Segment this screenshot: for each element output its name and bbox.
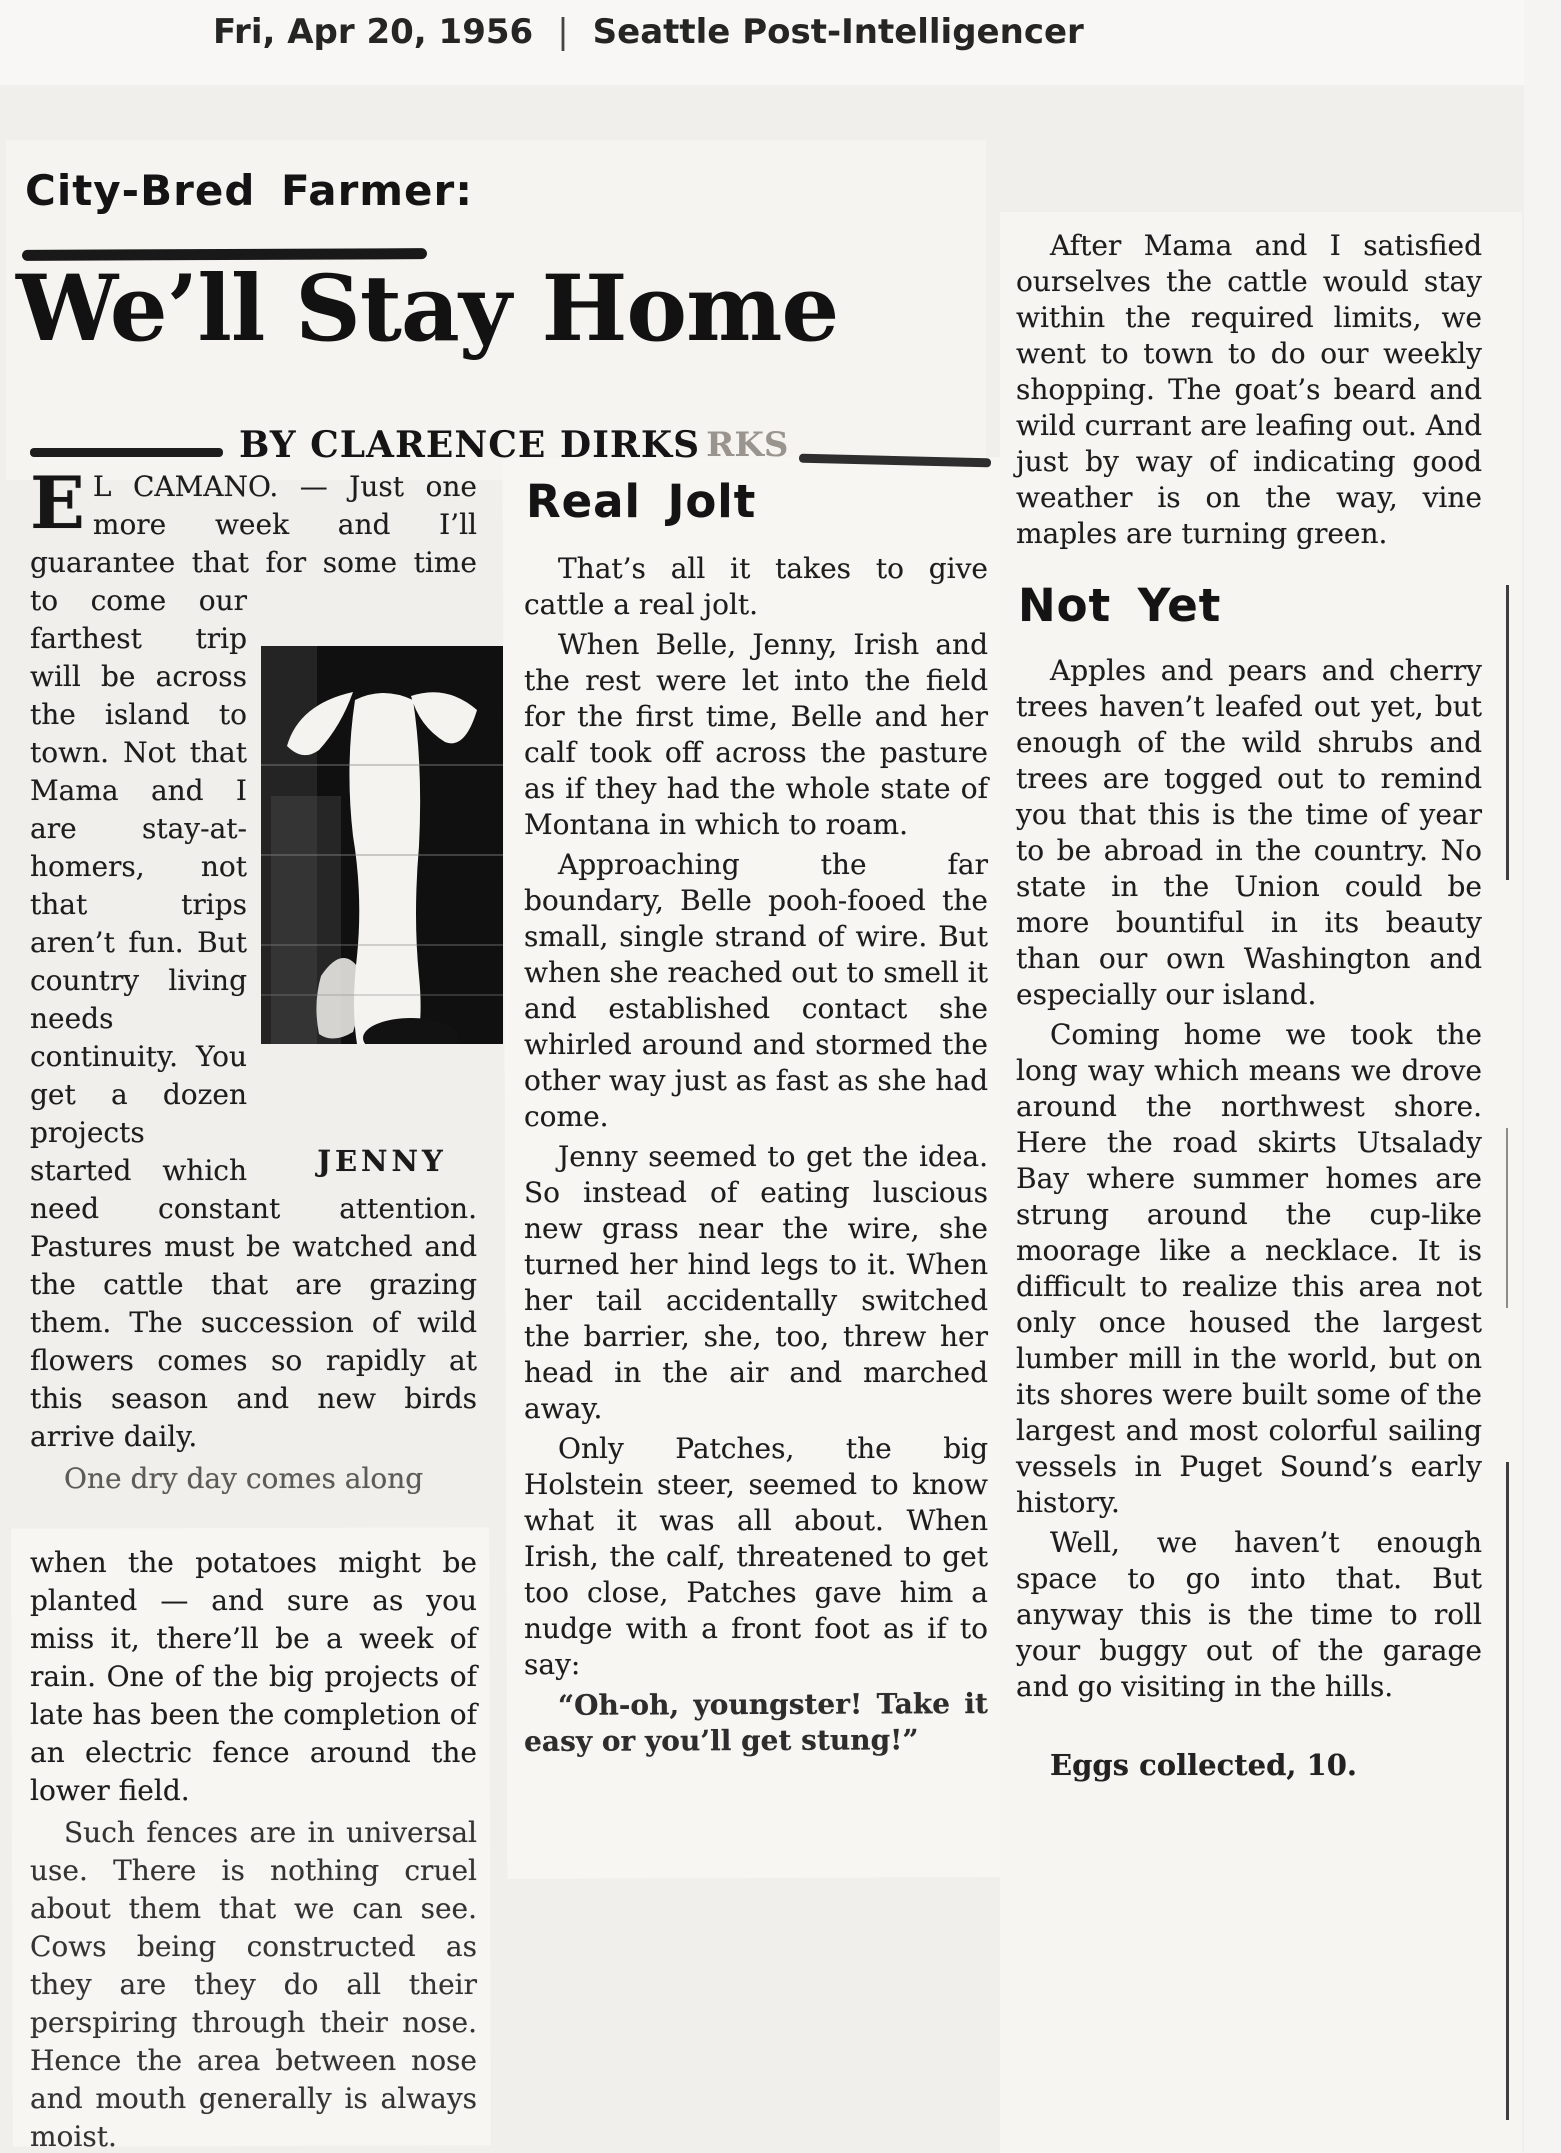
- byline-rule-left: [30, 448, 223, 457]
- clipping-edge-line: [1506, 1128, 1508, 1308]
- clipping-edge-line: [1506, 585, 1509, 880]
- section-headline-not-yet: Not Yet: [1018, 579, 1222, 632]
- article-paragraph: That’s all it takes to give cattle a real jolt.: [524, 552, 988, 622]
- date-publication-header: [213, 12, 1084, 52]
- byline-rule-right: [798, 453, 990, 467]
- scan-right-edge: [1524, 0, 1561, 2153]
- article-paragraph: After Mama and I satisfied ourselves the cattle would stay within the required limits, we went to town to do our weekly shopping. The goat’s beard and wild currant are leafing out. And just by way of indicating good weather is on the way, vine maples are turning green.: [1016, 229, 1482, 550]
- article-paragraph: Only Patches, the big Holstein steer, seemed to know what it was all about. When Irish, the calf, threatened to get too close, Patches gave him a nudge with a front foot as if to say:: [524, 1432, 988, 1682]
- article-title: We’ll Stay Home: [16, 256, 839, 362]
- photo-caption: JENNY: [317, 1144, 447, 1178]
- paragraph-text: L CAMANO. — Just one more week and I’ll guarantee that for some time to: [30, 470, 477, 617]
- byline: BY CLARENCE DIRKS: [239, 424, 701, 466]
- quote-paragraph: “Oh-oh, youngster! Take it easy or you’ll get stung!”: [524, 1687, 988, 1759]
- article-paragraph: Well, we haven’t enough space to go into that. But anyway this is the time to roll your buggy out of the garage and go visiting in the hills.: [1016, 1526, 1482, 1704]
- article-paragraph: One dry day comes along: [64, 1462, 424, 1495]
- header-separator: |: [557, 12, 569, 52]
- byline-print-ghost: RKS: [706, 425, 789, 465]
- jenny-photo-block: [261, 646, 503, 1180]
- article-paragraph: When Belle, Jenny, Irish and the rest were let into the field for the first time, Belle and her calf took off across the pasture as if they had the whole state of Montana in which to roam.: [524, 628, 988, 842]
- header-date: Fri, Apr 20, 1956: [213, 12, 534, 52]
- article-column-3: [1016, 228, 1482, 1787]
- article-paragraph: [30, 460, 477, 1456]
- article-paragraph: Jenny seemed to get the idea. So instead of eating luscious new grass near the wire, she turned her hind legs to it. When her tail accidentally switched the barrier, she, too, threw her head in the air and marched away.: [524, 1140, 988, 1426]
- paragraph-text: come our farthest trip will be across the island to town. Not that Mama and I are stay-at-homers, not that trips aren’t fun. But country living needs continuity. You get a dozen projects started which need constant attention. Pastures must be watched and the cattle that are grazing them. The succession of wild flowers comes so rapidly at this season and new birds arrive daily.: [30, 584, 477, 1453]
- article-column-2: [524, 475, 988, 1763]
- drop-cap: E: [30, 460, 85, 545]
- kicker-headline: City-Bred Farmer:: [25, 166, 474, 215]
- byline-row: [30, 424, 990, 466]
- section-headline-real-jolt: Real Jolt: [526, 475, 757, 528]
- eggs-collected-note: Eggs collected, 10.: [1050, 1748, 1357, 1783]
- article-paragraph: Apples and pears and cherry trees haven’t leafed out yet, but enough of the wild shrubs and trees are togged out to remind you that this is the time of year to be abroad in the country. No state in the Union could be more bountiful in its beauty than our own Washington and especially our island.: [1016, 654, 1482, 1012]
- article-paragraph: when the potatoes might be planted — and sure as you miss it, there’ll be a week of rain. One of the big projects of late has been the completion of an electric fence around the lower field.: [30, 1546, 477, 1807]
- cow-photo: [261, 646, 503, 1044]
- article-paragraph: Such fences are in universal use. There is nothing cruel about them that we can see. Cows being constructed as they are they do all their perspiring through their nose. Hence the area between nose and mouth generally is always moist.: [30, 1816, 477, 2153]
- article-paragraph: Approaching the far boundary, Belle pooh-fooed the small, single strand of wire. But when she reached out to smell it and established contact she whirled around and stormed the other way just as fast as she had come.: [524, 848, 988, 1134]
- article-paragraph: Coming home we took the long way which means we drove around the northwest shore. Here the road skirts Utsalady Bay where summer homes are strung around the cup-like moorage like a necklace. It is difficult to realize this area not only once housed the largest lumber mill in the world, but on its shores were built some of the largest and most colorful sailing vessels in Puget Sound’s early history.: [1016, 1018, 1482, 1520]
- clipping-edge-line: [1506, 1462, 1509, 2120]
- header-publication: Seattle Post-Intelligencer: [592, 12, 1084, 52]
- article-column-1: [30, 460, 477, 2153]
